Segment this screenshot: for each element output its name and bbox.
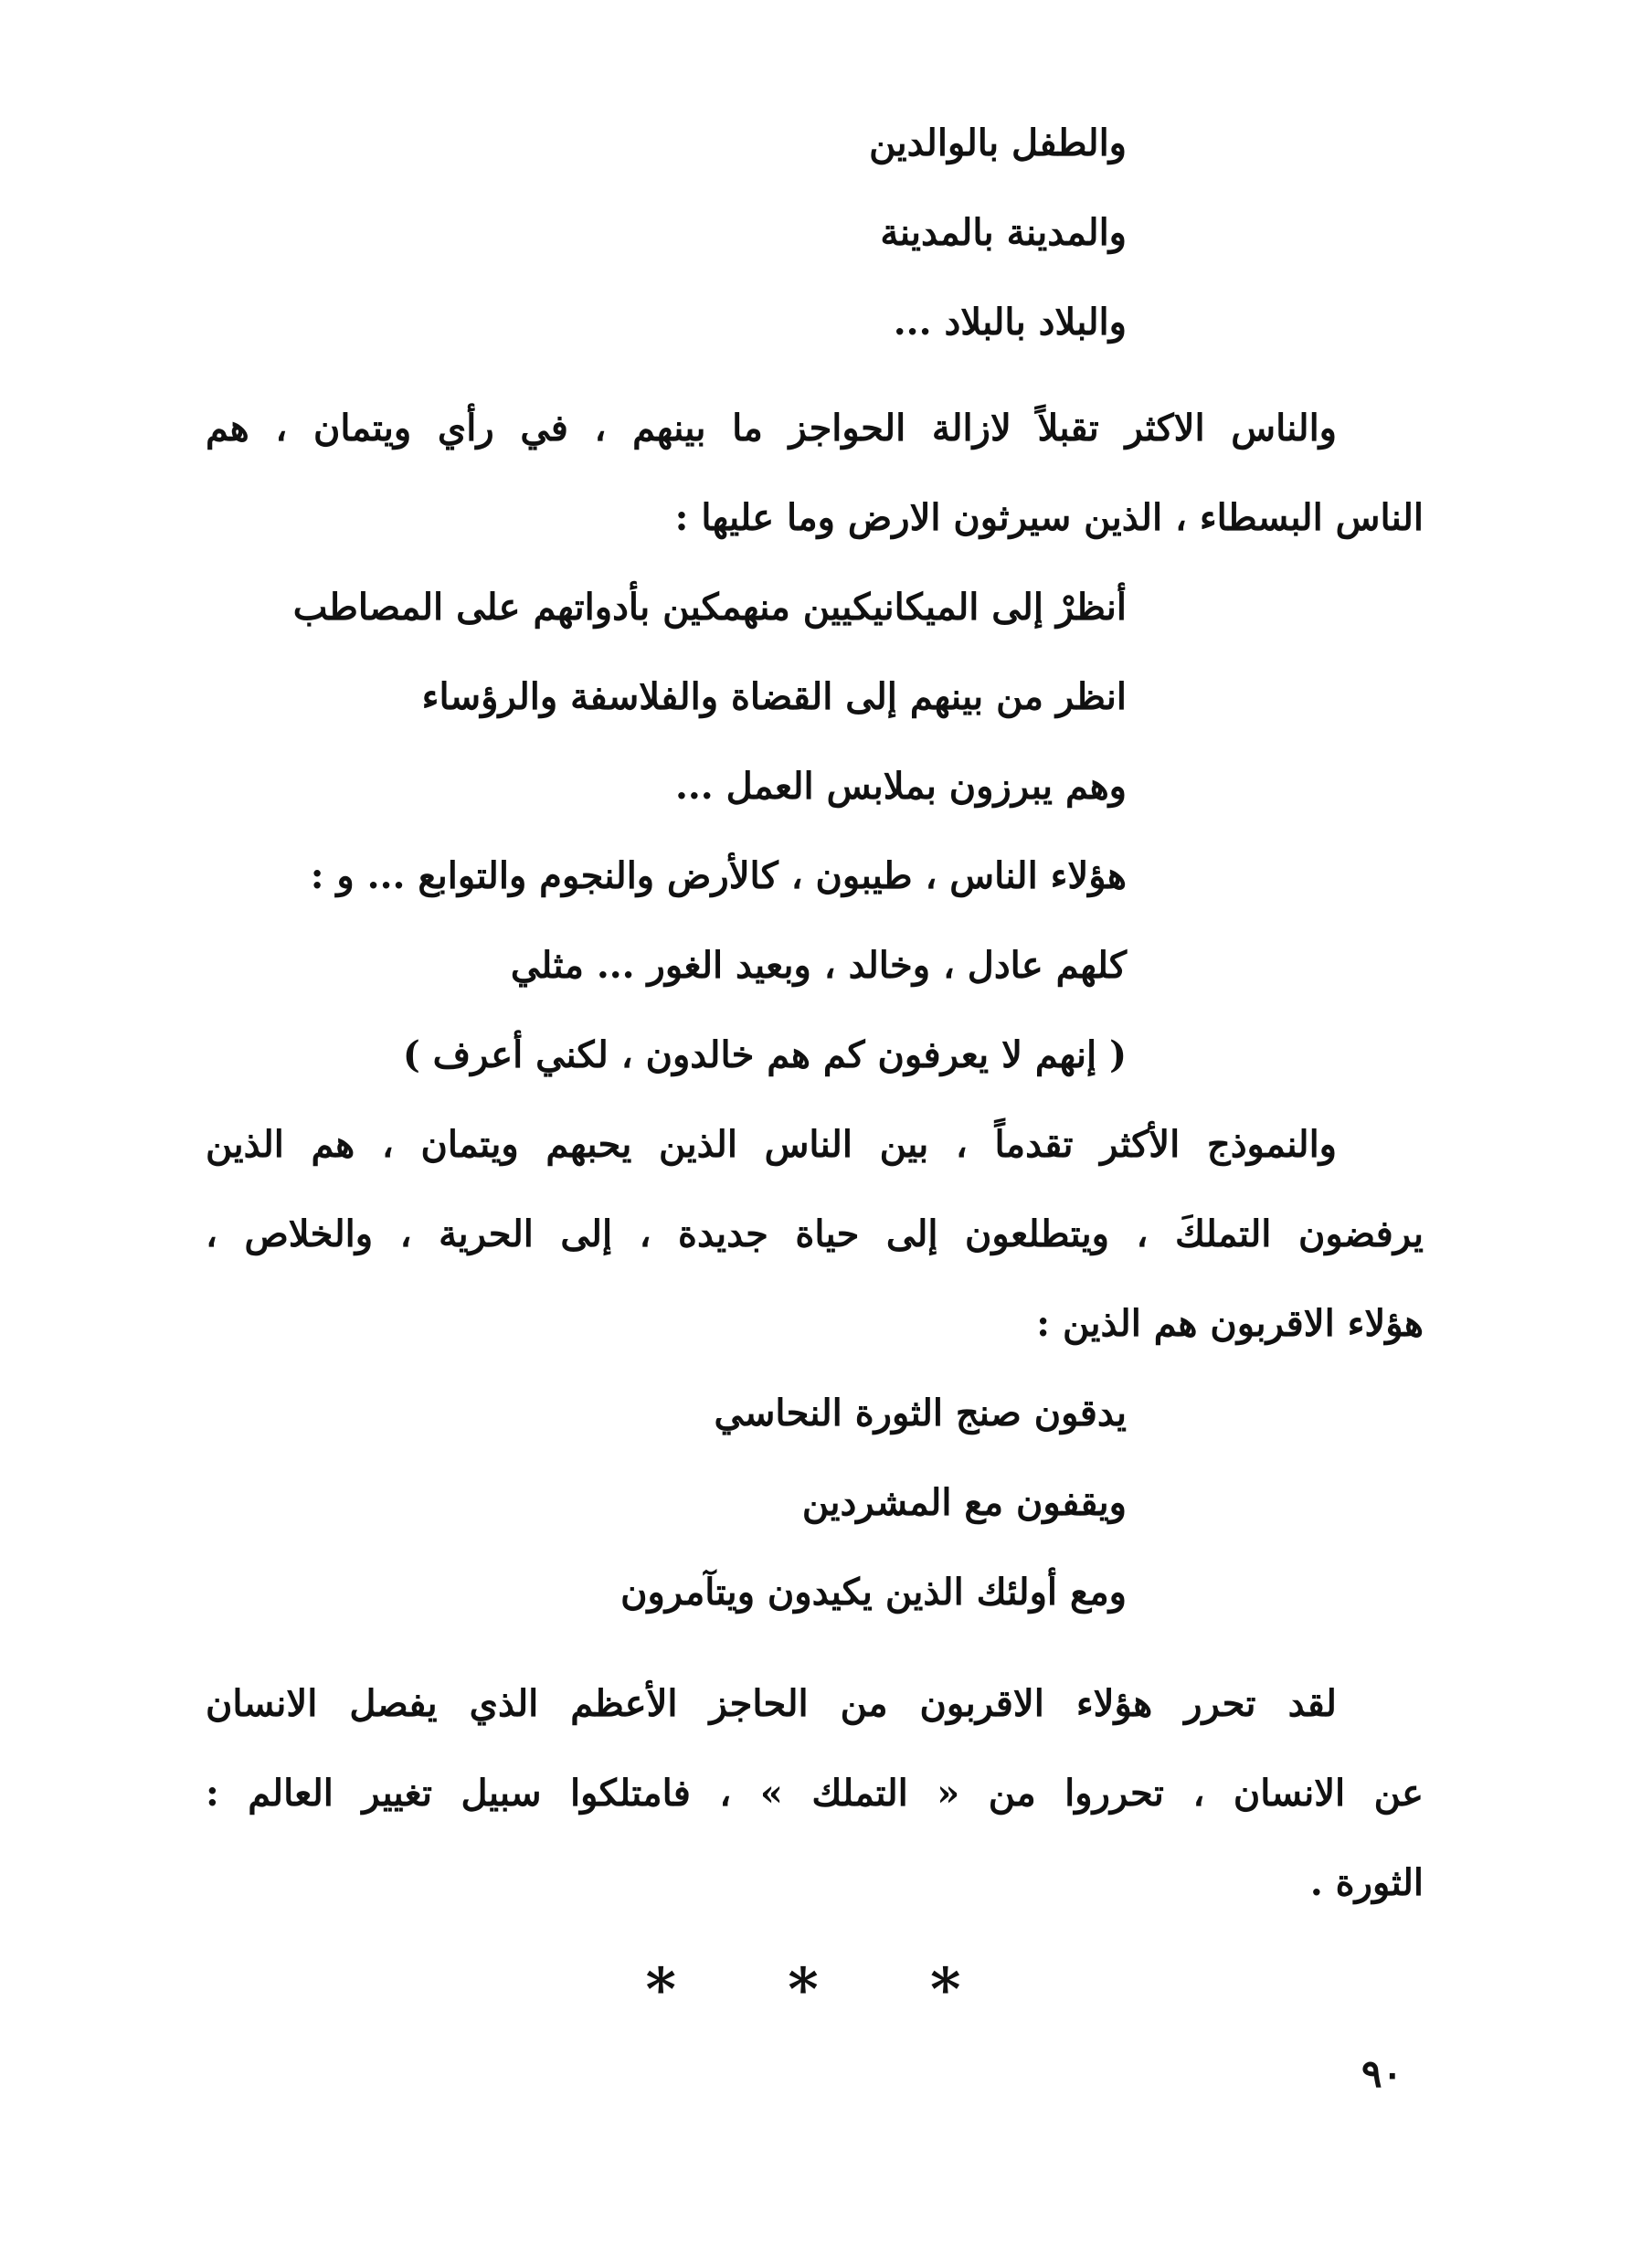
- verse-line: ( إنهم لا يعرفون كم هم خالدون ، لكني أعرف ): [402, 1033, 1127, 1076]
- verse-line: وهم يبرزون بملابس العمل ...: [674, 765, 1127, 808]
- paragraph-line: والنموذج الأكثر تقدماً ، بين الناس الذين يحبهم ويتمان ، هم الذين: [206, 1123, 1338, 1166]
- verse-line: ويقفون مع المشردين: [801, 1481, 1127, 1524]
- paragraph-line: والناس الاكثر تقبلاً لازالة الحواجز ما بينهم ، في رأي ويتمان ، هم: [206, 407, 1337, 450]
- body-text: [206, 99, 1424, 1928]
- verse-line: والبلاد بالبلاد ...: [893, 301, 1127, 344]
- paragraph-line: هؤلاء الاقربون هم الذين :: [1036, 1302, 1424, 1345]
- verse-line: كلهم عادل ، وخالد ، وبعيد الغور ... مثلي: [510, 944, 1127, 987]
- paragraph-line: عن الانسان ، تحرروا من « التملك » ، فامتلكوا سبيل تغيير العالم :: [206, 1772, 1424, 1815]
- verse-line: هؤلاء الناس ، طيبون ، كالأرض والنجوم والتوابع ... و :: [310, 854, 1127, 897]
- verse-line: والطفل بالوالدين: [869, 122, 1127, 164]
- paragraph-line: يرفضون التملكَ ، ويتطلعون إلى حياة جديدة ، إلى الحرية ، والخلاص ،: [206, 1212, 1424, 1255]
- verse-line: والمدينة بالمدينة: [880, 211, 1127, 254]
- verse-line: أنظرْ إلى الميكانيكيين منهمكين بأدواتهم على المصاطب: [292, 586, 1127, 629]
- paragraph-line: الناس البسطاء ، الذين سيرثون الارض وما عليها :: [674, 496, 1424, 539]
- verse-line: ومع أولئك الذين يكيدون ويتآمرون: [620, 1571, 1127, 1614]
- section-separator: * * *: [645, 1955, 1007, 2024]
- page-number: ٩٠: [1361, 2051, 1403, 2096]
- paragraph-line: الثورة .: [1309, 1861, 1424, 1904]
- paragraph-line: لقد تحرر هؤلاء الاقربون من الحاجز الأعظم الذي يفصل الانسان: [206, 1682, 1337, 1725]
- verse-line: يدقون صنج الثورة النحاسي: [714, 1392, 1127, 1435]
- verse-line: انظر من بينهم إلى القضاة والفلاسفة والرؤساء: [421, 675, 1127, 718]
